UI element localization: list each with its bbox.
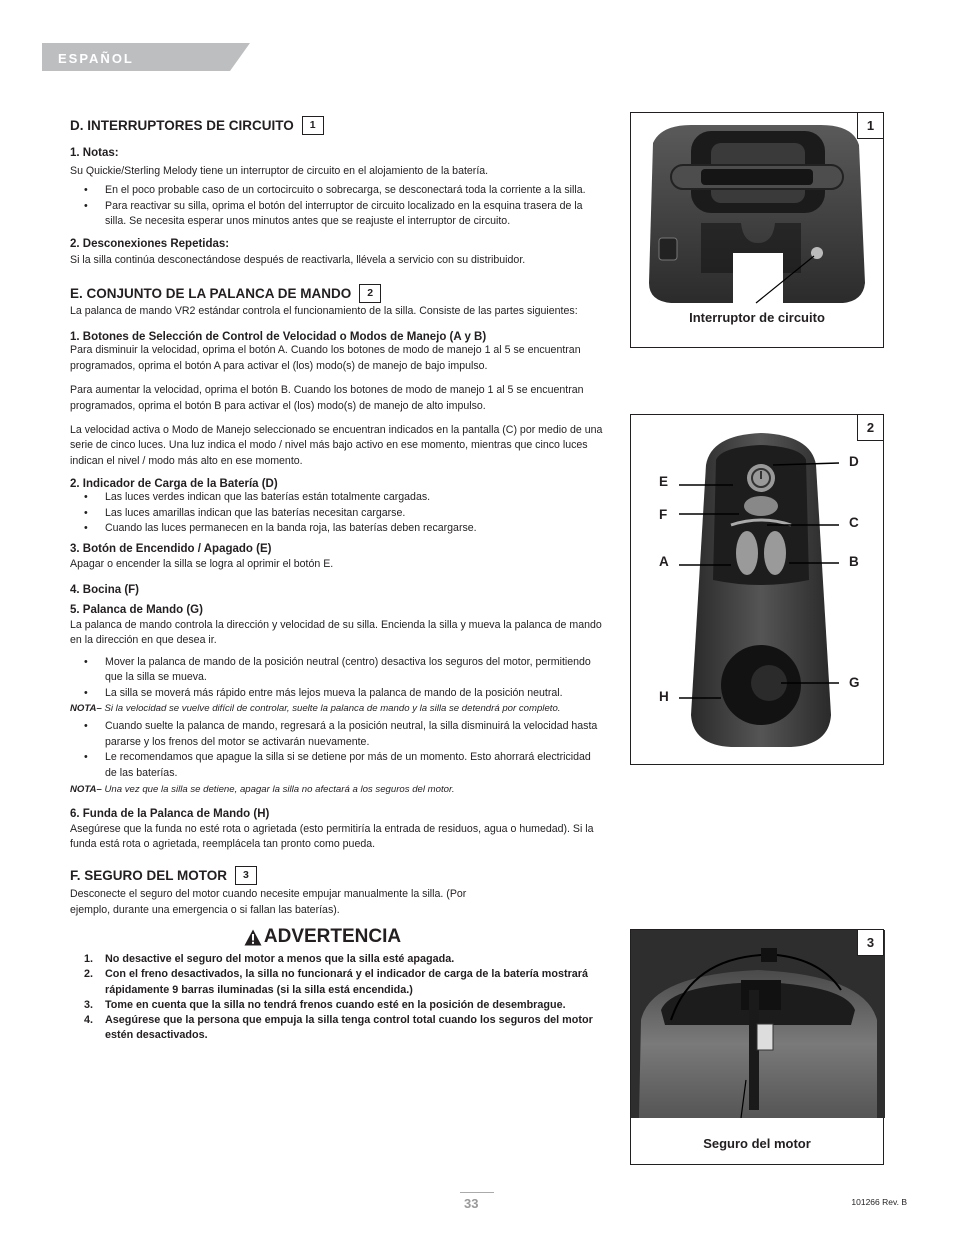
note-1-text: Si la velocidad se vuelve difícil de controlar, suelte la palanca de mando y la silla se detendrá por completo. (101, 702, 561, 714)
note-1 (70, 702, 605, 717)
figure-1 (630, 112, 884, 348)
revision-label: 101266 Rev. B (851, 1197, 907, 1207)
bullet-item: • Le recomendamos que apague la silla si se detiene por más de un momento. Esto ahorrará electricidad de las baterías. (70, 750, 605, 781)
repeated-title: 2. Desconexiones Repetidas: (70, 237, 230, 250)
main-column (70, 116, 605, 1043)
notes-title: 1. Notas: (70, 147, 119, 159)
section-f-text: Desconecte el seguro del motor cuando necesite empujar manualmente la silla. (Por ejemplo, durante una emergencia o si fallan las baterías). (70, 888, 467, 916)
circuit-breaker-photo (631, 113, 885, 313)
notes-text: Su Quickie/Sterling Melody tiene un interruptor de circuito en el alojamiento de la batería. (70, 165, 489, 177)
item3-title: 3. Botón de Encendido / Apagado (E) (70, 542, 272, 555)
warning-list (70, 952, 605, 1043)
note-1-label: NOTA– (70, 702, 102, 714)
label-b: B (849, 554, 859, 569)
warning-title: ADVERTENCIA (263, 926, 402, 948)
motor-lock-photo (631, 930, 885, 1118)
figure-3-caption: Seguro del motor (703, 1136, 811, 1151)
warning-item: 2. Con el freno desactivados, la silla no funcionará y el indicador de carga de la batería mostrará rápidamente 9 barras iluminadas (si la silla está encendida.) (84, 968, 589, 996)
section-e-heading (70, 284, 605, 303)
item6-title: 6. Funda de la Palanca de Mando (H) (70, 807, 270, 820)
section-f-heading (70, 866, 605, 885)
bullet-item: • Las luces verdes indican que las baterías están totalmente cargadas. (70, 490, 605, 505)
figure-1-caption: Interruptor de circuito (689, 310, 825, 325)
repeated-text: Si la silla continúa desconectándose después de reactivarla, llévela a servicio con su distribuidor. (70, 253, 526, 266)
section-d-figure-ref: 1 (302, 116, 324, 135)
bullet-item: • Cuando las luces permanecen en la banda roja, las baterías deben recargarse. (70, 521, 605, 536)
figure-3 (630, 929, 884, 1165)
item5-text: La palanca de mando controla la dirección y velocidad de su silla. Encienda la silla y mueva la palanca de mando en la dirección en que desea ir. (70, 618, 602, 647)
bullet-item: • Las luces amarillas indican que las baterías necesitan cargarse. (70, 506, 605, 521)
bullet-item: • Cuando suelte la palanca de mando, regresará a la posición neutral, la silla disminuirá la velocidad hasta pararse y los frenos del motor se activarán nuevamente. (70, 719, 605, 750)
section-e-title: E. CONJUNTO DE LA PALANCA DE MANDO (70, 286, 352, 302)
item1-title: 1. Botones de Selección de Control de Velocidad o Modos de Manejo (A y B) (70, 331, 487, 344)
section-e-figure-ref: 2 (359, 284, 381, 303)
label-h: H (659, 689, 669, 704)
language-label: ESPAÑOL (58, 51, 134, 66)
section-d-heading (70, 116, 605, 135)
bullet-item: • La silla se moverá más rápido entre más lejos mueva la palanca de mando de la posición neutral. (70, 686, 605, 701)
figure-2-number: 2 (857, 414, 884, 441)
item5-title: 5. Palanca de Mando (G) (70, 603, 203, 616)
warning-icon (244, 929, 262, 946)
note-2-label: NOTA– (70, 784, 102, 796)
page-number: 33 (464, 1196, 479, 1211)
bullet-item: • Mover la palanca de mando de la posición neutral (centro) desactiva los seguros del motor, permitiendo que la silla se mueva. (70, 655, 605, 686)
figure-1-number: 1 (857, 112, 884, 139)
label-d: D (849, 454, 859, 469)
section-f-figure-ref: 3 (235, 866, 257, 885)
item4-title: 4. Bocina (F) (70, 583, 140, 596)
footer-divider (460, 1192, 494, 1193)
item2-title: 2. Indicador de Carga de la Batería (D) (70, 478, 278, 491)
warning-item: 4. Asegúrese que la persona que empuja la silla tenga control total cuando los seguros del motor estén desactivados. (84, 1014, 593, 1042)
label-c: C (849, 515, 859, 530)
figure-3-number: 3 (857, 929, 884, 956)
item3-text: Apagar o encender la silla se logra al oprimir el botón E. (70, 557, 334, 570)
language-tab (42, 43, 250, 71)
label-a: A (659, 554, 669, 569)
label-g: G (849, 675, 860, 690)
item1-p3: La velocidad activa o Modo de Manejo seleccionado se encuentran indicados en la pantalla (C) por medio de una serie de cinco luces. Una luz indica el modo / nivel más bajo activo en ese momento, mientras que cinco luces indican el nivel / modo más alto en ese momento. (70, 424, 603, 467)
item6-text: Asegúrese que la funda no esté rota o agrietada (esto permitiría la entrada de residuos, agua o humedad). Si la funda está rota o agrietada, reemplácela tan pronto como pueda. (70, 822, 594, 850)
section-d-title: D. INTERRUPTORES DE CIRCUITO (70, 118, 294, 133)
item1-p1: Para disminuir la velocidad, oprima el botón A. Cuando los botones de modo de manejo 1 al 5 se encuentran programados, oprima el botón A para activar el (los) modo(s) de manejo de bajo impulso. (70, 344, 581, 372)
note-2-text: Una vez que la silla se detiene, apagar la silla no afectará a los seguros del motor. (101, 784, 455, 796)
note-2 (70, 783, 605, 798)
joystick-photo (631, 415, 885, 766)
section-e-intro: La palanca de mando VR2 estándar controla el funcionamiento de la silla. Consiste de las partes siguientes: (70, 305, 578, 318)
bullet-item: • En el poco probable caso de un cortocircuito o sobrecarga, se desconectará toda la corriente a la silla. (70, 183, 605, 198)
warning-heading (40, 926, 605, 948)
warning-item: 1. No desactive el seguro del motor a menos que la silla esté apagada. (84, 953, 455, 966)
bullet-item: • Para reactivar su silla, oprima el botón del interruptor de circuito localizado en la esquina trasera de la silla. Se necesita esperar unos minutos antes que se reajuste el interruptor de circuito. (70, 199, 605, 230)
label-f: F (659, 507, 668, 522)
warning-item: 3. Tome en cuenta que la silla no tendrá frenos cuando esté en la posición de desembrague. (84, 998, 566, 1011)
label-e: E (659, 474, 669, 489)
item1-p2: Para aumentar la velocidad, oprima el botón B. Cuando los botones de modo de manejo 1 al 5 se encuentran programados, oprima el botón B para activar el (los) modo(s) de manejo de alto impulso. (70, 384, 584, 412)
figure-2 (630, 414, 884, 765)
section-f-title: F. SEGURO DEL MOTOR (70, 868, 228, 884)
